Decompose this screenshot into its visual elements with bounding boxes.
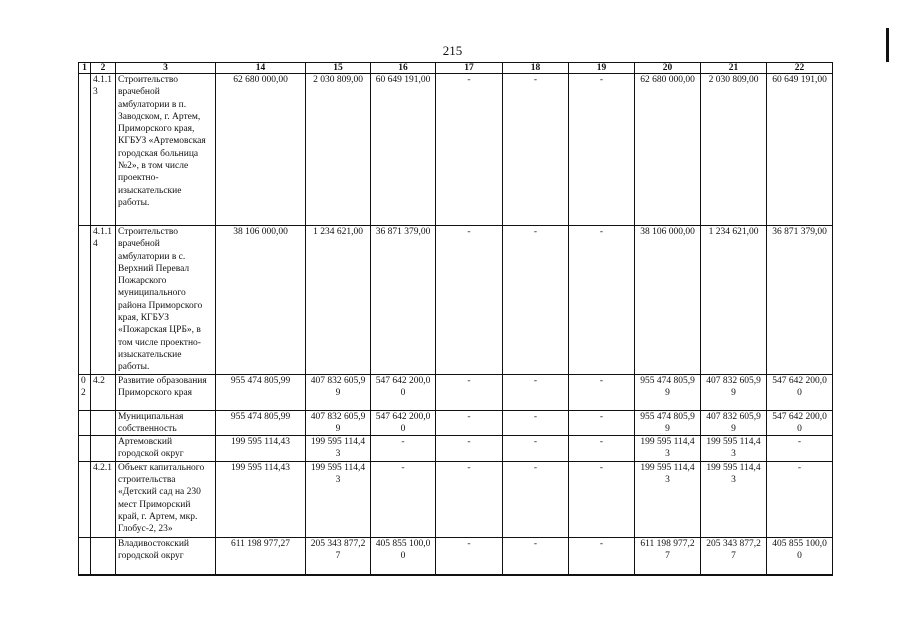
cell-col-2	[91, 537, 116, 575]
table-row	[79, 436, 833, 462]
cell-col-15: 205 343 877,2 7	[306, 537, 371, 575]
table-row	[79, 374, 833, 410]
cell-col-16: -	[371, 461, 436, 537]
cell-col-22: -	[767, 436, 833, 462]
col-header: 16	[371, 63, 436, 74]
cell-col-20: 62 680 000,00	[635, 74, 701, 226]
page-number: 215	[442, 43, 463, 58]
cell-col-19: -	[569, 537, 635, 575]
cell-col-16: 60 649 191,00	[371, 74, 436, 226]
cell-col-21: 1 234 621,00	[701, 226, 767, 375]
cell-col-19: -	[569, 461, 635, 537]
cell-col-3: Муниципальная собственность	[116, 410, 216, 436]
cell-col-1: 02	[79, 374, 91, 410]
col-header: 2	[91, 63, 116, 74]
cell-col-18: -	[503, 74, 569, 226]
cell-col-3: Строительство врачебной амбулатории в с. Верхний Перевал Пожарского муниципального района Приморского края, КГБУЗ «Пожарская ЦРБ», в том числе проектно-изыскательские работы.	[116, 226, 216, 375]
cell-col-15: 1 234 621,00	[306, 226, 371, 375]
cell-col-15: 407 832 605,9 9	[306, 410, 371, 436]
cell-col-16: 547 642 200,0 0	[371, 374, 436, 410]
cell-col-1	[79, 74, 91, 226]
cell-col-22: 60 649 191,00	[767, 74, 833, 226]
cell-col-18: -	[503, 410, 569, 436]
cell-col-17: -	[436, 436, 503, 462]
col-header: 21	[701, 63, 767, 74]
cell-col-19: -	[569, 226, 635, 375]
cell-col-15: 407 832 605,9 9	[306, 374, 371, 410]
cell-col-20: 955 474 805,9 9	[635, 374, 701, 410]
col-header: 20	[635, 63, 701, 74]
cell-col-14: 38 106 000,00	[216, 226, 306, 375]
cell-col-2: 4.1.1 3	[91, 74, 116, 226]
cell-col-1	[79, 461, 91, 537]
cell-col-14: 611 198 977,27	[216, 537, 306, 575]
cell-col-1	[79, 410, 91, 436]
cell-col-20: 199 595 114,4 3	[635, 436, 701, 462]
cell-col-15: 199 595 114,4 3	[306, 461, 371, 537]
cell-col-16: 36 871 379,00	[371, 226, 436, 375]
cell-col-22: 547 642 200,0 0	[767, 374, 833, 410]
col-header: 19	[569, 63, 635, 74]
cell-col-2: 4.2.1	[91, 461, 116, 537]
cell-col-2: 4.2	[91, 374, 116, 410]
cell-col-2	[91, 436, 116, 462]
cell-col-3: Развитие образования Приморского края	[116, 374, 216, 410]
cell-col-18: -	[503, 374, 569, 410]
cell-col-17: -	[436, 374, 503, 410]
cell-col-20: 199 595 114,4 3	[635, 461, 701, 537]
cell-col-14: 62 680 000,00	[216, 74, 306, 226]
cell-col-22: 36 871 379,00	[767, 226, 833, 375]
col-header: 3	[116, 63, 216, 74]
cell-col-14: 199 595 114,43	[216, 436, 306, 462]
table-row	[79, 226, 833, 375]
cell-col-18: -	[503, 436, 569, 462]
cell-col-21: 199 595 114,4 3	[701, 461, 767, 537]
cell-col-19: -	[569, 436, 635, 462]
cell-col-15: 2 030 809,00	[306, 74, 371, 226]
budget-table	[78, 62, 833, 576]
cell-col-19: -	[569, 74, 635, 226]
cell-col-21: 205 343 877,2 7	[701, 537, 767, 575]
col-header: 14	[216, 63, 306, 74]
margin-bar	[886, 28, 889, 62]
cell-col-20: 38 106 000,00	[635, 226, 701, 375]
cell-col-18: -	[503, 226, 569, 375]
cell-col-18: -	[503, 537, 569, 575]
cell-col-15: 199 595 114,4 3	[306, 436, 371, 462]
cell-col-20: 955 474 805,9 9	[635, 410, 701, 436]
cell-col-14: 955 474 805,99	[216, 374, 306, 410]
table-row	[79, 74, 833, 226]
cell-col-21: 407 832 605,9 9	[701, 410, 767, 436]
cell-col-22: -	[767, 461, 833, 537]
cell-col-20: 611 198 977,2 7	[635, 537, 701, 575]
cell-col-21: 2 030 809,00	[701, 74, 767, 226]
cell-col-16: 547 642 200,0 0	[371, 410, 436, 436]
cell-col-17: -	[436, 410, 503, 436]
col-header: 15	[306, 63, 371, 74]
cell-col-1	[79, 436, 91, 462]
header-row	[79, 63, 833, 74]
cell-col-3: Объект капитального строительства «Детский сад на 230 мест Приморский край, г. Артем, мкр. Глобус-2, 23»	[116, 461, 216, 537]
table-row	[79, 410, 833, 436]
cell-col-19: -	[569, 410, 635, 436]
cell-col-1	[79, 537, 91, 575]
cell-col-18: -	[503, 461, 569, 537]
cell-col-2	[91, 410, 116, 436]
cell-col-14: 955 474 805,99	[216, 410, 306, 436]
cell-col-2: 4.1.1 4	[91, 226, 116, 375]
cell-col-3: Артемовский городской округ	[116, 436, 216, 462]
cell-col-17: -	[436, 226, 503, 375]
col-header: 18	[503, 63, 569, 74]
cell-col-21: 199 595 114,4 3	[701, 436, 767, 462]
cell-col-14: 199 595 114,43	[216, 461, 306, 537]
cell-col-22: 405 855 100,0 0	[767, 537, 833, 575]
table-row	[79, 461, 833, 537]
cell-col-19: -	[569, 374, 635, 410]
cell-col-17: -	[436, 461, 503, 537]
cell-col-17: -	[436, 74, 503, 226]
cell-col-3: Строительство врачебной амбулатории в п. Заводском, г. Артем, Приморского края, КГБУЗ «Артемовская городская больница №2», в том числе проектно-изыскательские работы.	[116, 74, 216, 226]
cell-col-1	[79, 226, 91, 375]
cell-col-3: Владивостокский городской округ	[116, 537, 216, 575]
col-header: 1	[79, 63, 91, 74]
cell-col-16: -	[371, 436, 436, 462]
col-header: 22	[767, 63, 833, 74]
cell-col-16: 405 855 100,0 0	[371, 537, 436, 575]
cell-col-17: -	[436, 537, 503, 575]
cell-col-21: 407 832 605,9 9	[701, 374, 767, 410]
table-row	[79, 537, 833, 575]
col-header: 17	[436, 63, 503, 74]
cell-col-22: 547 642 200,0 0	[767, 410, 833, 436]
